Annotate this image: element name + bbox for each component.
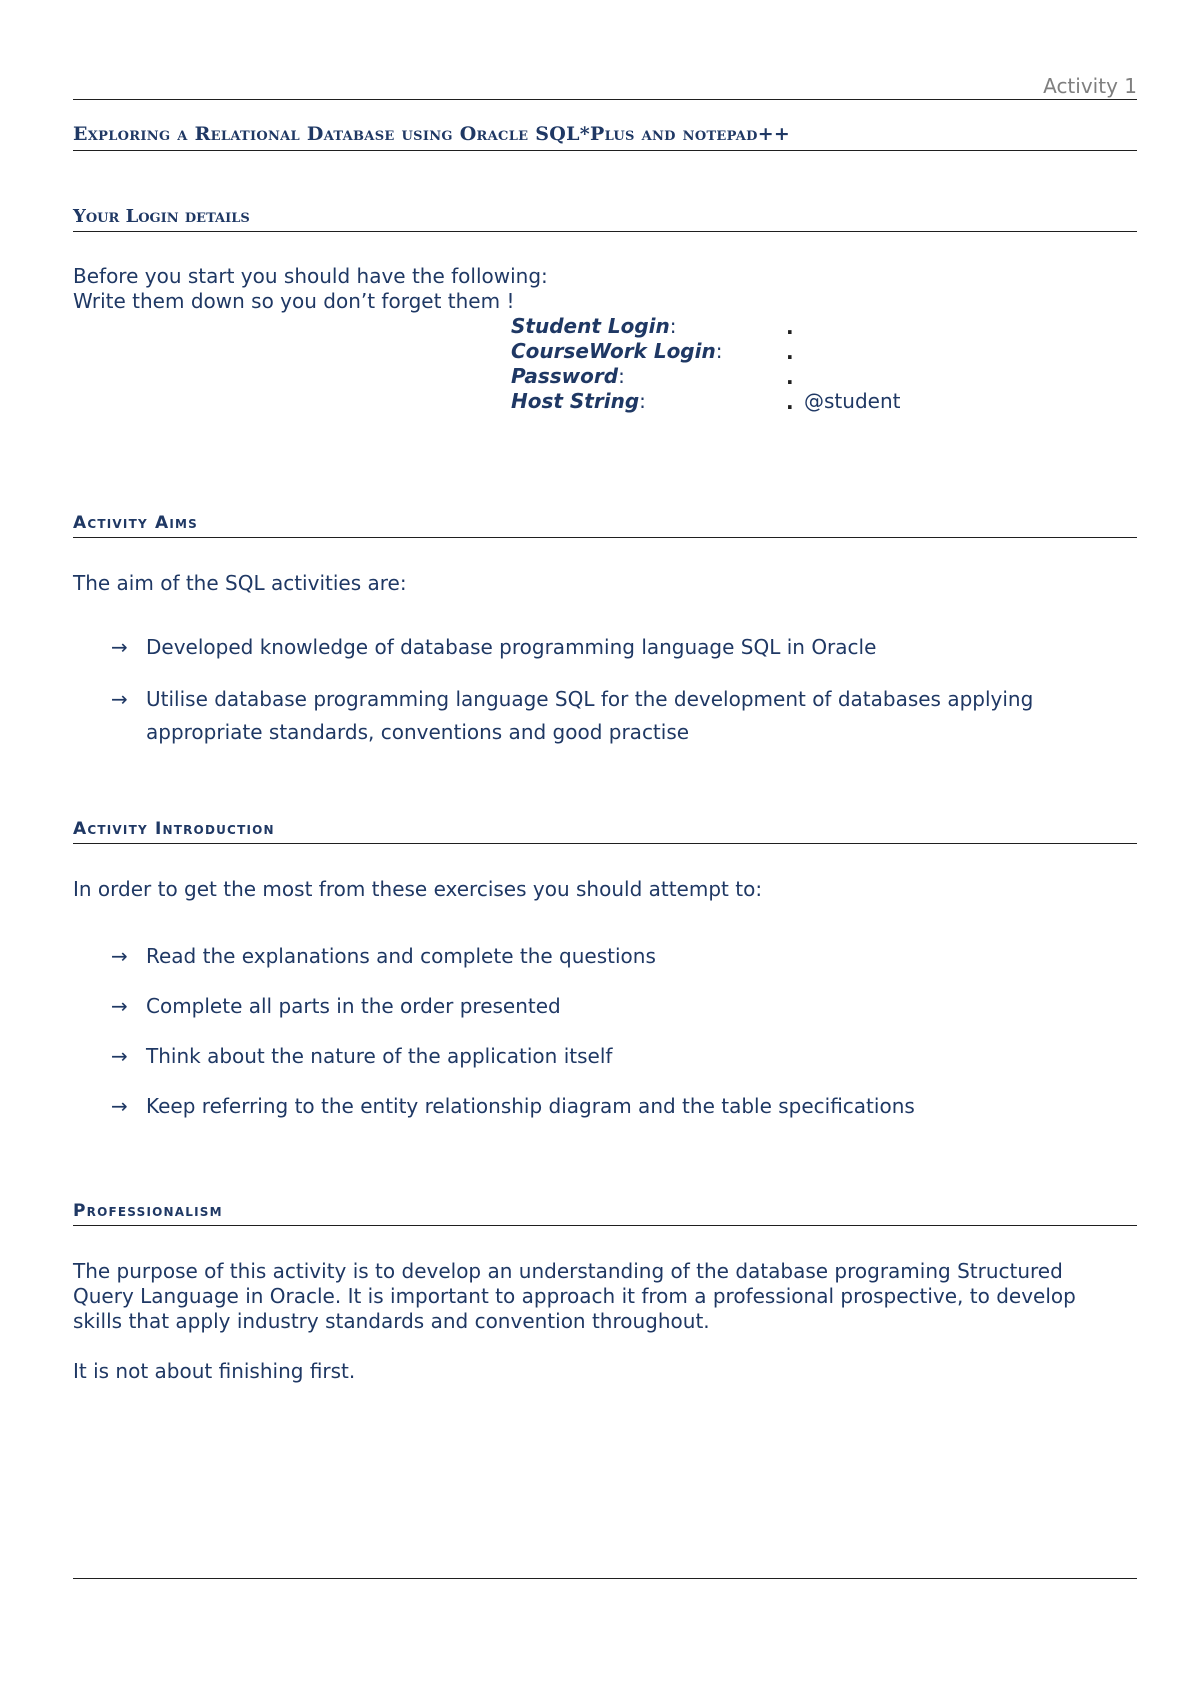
document-page [73, 0, 1137, 1696]
login-field-mark: · [786, 395, 794, 419]
aims-heading: Activity Aims [73, 513, 198, 533]
arrow-bullet-icon: → [111, 1094, 128, 1118]
login-field-label: CourseWork Login [511, 339, 716, 363]
introduction-list-item: Keep referring to the entity relationship diagram and the table specifications [146, 1094, 915, 1118]
introduction-list-item: Complete all parts in the order presented [146, 994, 561, 1018]
professionalism-heading-rule [73, 1225, 1137, 1226]
login-intro-line2: Write them down so you don’t forget them ! [73, 289, 515, 313]
login-field-colon: : [618, 364, 625, 388]
introduction-list-item: Think about the nature of the application itself [146, 1044, 613, 1068]
arrow-bullet-icon: → [111, 944, 128, 968]
arrow-bullet-icon: → [111, 635, 128, 659]
arrow-bullet-icon: → [111, 994, 128, 1018]
login-heading-rule [73, 231, 1137, 232]
document-title: Exploring a Relational Database using Oracle SQL*Plus and notepad++ [73, 123, 791, 145]
login-field-colon: : [669, 314, 677, 338]
arrow-bullet-icon: → [111, 687, 128, 711]
host-string-value: @student [804, 389, 901, 413]
login-field-colon: : [639, 389, 646, 413]
login-field-label: Password [511, 364, 619, 388]
login-heading: Your Login details [73, 206, 250, 227]
introduction-intro: In order to get the most from these exercises you should attempt to: [73, 877, 763, 901]
login-field-mark: · [786, 345, 794, 369]
aims-list-item: Utilise database programming language SQL for the development of databases applying appropriate standards, conventions and good practise [146, 687, 1034, 744]
login-field-host [511, 389, 646, 413]
footer-rule [73, 1578, 1137, 1579]
title-rule [73, 150, 1137, 151]
login-field-colon: : [715, 339, 723, 363]
introduction-list-item: Read the explanations and complete the questions [146, 944, 656, 968]
login-field-label: Student Login [511, 314, 670, 338]
login-field-mark: · [786, 370, 794, 394]
aims-list-item: Developed knowledge of database programming language SQL in Oracle [146, 635, 877, 659]
header-rule [73, 99, 1137, 100]
aims-intro: The aim of the SQL activities are: [73, 571, 407, 595]
aims-heading-rule [73, 537, 1137, 538]
login-field-label: Host String [511, 389, 640, 413]
running-head: Activity 1 [1043, 74, 1137, 98]
introduction-heading-rule [73, 843, 1137, 844]
arrow-bullet-icon: → [111, 1044, 128, 1068]
professionalism-heading: Professionalism [73, 1201, 223, 1221]
professionalism-paragraph: The purpose of this activity is to develop an understanding of the database programing Structured Query Language in Oracle. It is important to approach it from a professional prospective, to develop skills that apply industry standards and convention throughout. [73, 1259, 1076, 1333]
introduction-heading: Activity Introduction [73, 819, 275, 839]
login-intro-line1: Before you start you should have the following: [73, 264, 548, 288]
login-field-mark: · [786, 320, 794, 344]
login-field-coursework [511, 339, 722, 363]
login-field-password [511, 364, 625, 388]
professionalism-closing: It is not about finishing first. [73, 1359, 356, 1383]
login-field-student [511, 314, 677, 338]
